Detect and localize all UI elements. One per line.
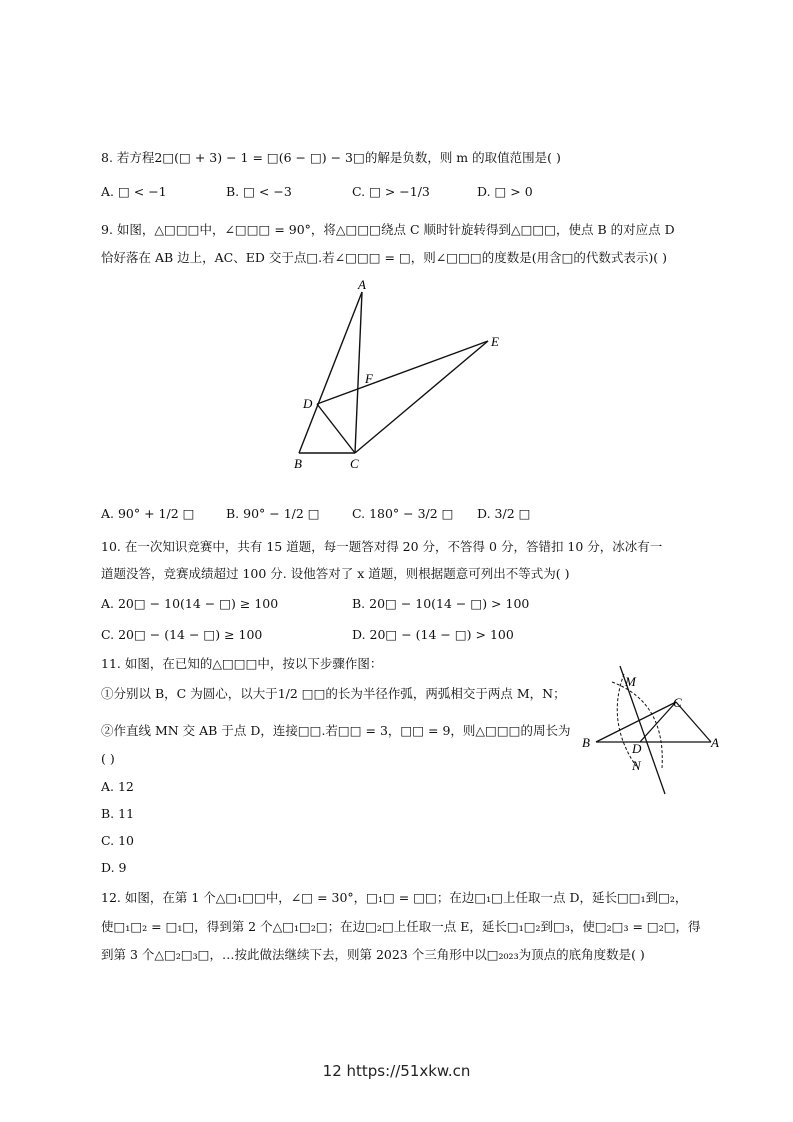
q9-segment-dc bbox=[317, 404, 355, 453]
q11-label-m: M bbox=[625, 674, 636, 689]
q12-stem-line1: 12. 如图，在第 1 个△□₁□□中，∠□ = 30°，□₁□ = □□；在边□₁□上任取一点 D，延长□□₁到□₂， bbox=[101, 890, 688, 905]
q8-option-b: B. □ < −3 bbox=[226, 184, 292, 199]
q8-option-c: C. □ > −1/3 bbox=[352, 184, 430, 199]
q9-stem-line2: 恰好落在 AB 边上，AC、ED 交于点□.若∠□□□ = □，则∠□□□的度数是(用含□的代数式表示)( ) bbox=[101, 250, 667, 265]
page-footer: 12 https://51xkw.cn bbox=[322, 1062, 471, 1080]
q9-label-b: B bbox=[294, 456, 302, 471]
q8-option-a: A. □ < −1 bbox=[101, 184, 167, 199]
q11-label-n: N bbox=[632, 758, 641, 773]
q11-option-a: A. 12 bbox=[101, 779, 134, 794]
q12-stem-line3: 到第 3 个△□₂□₃□，…按此做法继续下去，则第 2023 个三角形中以□₂₀₂₃为顶点的底角度数是( ) bbox=[101, 947, 645, 962]
q11-option-c: C. 10 bbox=[101, 833, 134, 848]
q11-stem-line4: ( ) bbox=[101, 751, 115, 766]
q11-label-d: D bbox=[632, 741, 642, 756]
q10-option-c: C. 20□ − (14 − □) ≥ 100 bbox=[101, 627, 263, 642]
q11-option-b: B. 11 bbox=[101, 806, 135, 821]
q10-option-a: A. 20□ − 10(14 − □) ≥ 100 bbox=[101, 596, 279, 611]
q9-option-c: C. 180° − 3/2 □ bbox=[352, 506, 454, 521]
q9-label-a: A bbox=[358, 277, 366, 292]
q10-option-b: B. 20□ − 10(14 − □) > 100 bbox=[352, 596, 530, 611]
q11-stem-line3: ②作直线 MN 交 AB 于点 D，连接□□.若□□ = 3，□□ = 9，则△□□□的周长为 bbox=[101, 723, 571, 738]
q9-label-f: F bbox=[365, 371, 373, 386]
q9-label-c: C bbox=[350, 456, 359, 471]
q11-construction-figure bbox=[578, 662, 728, 802]
q10-option-d: D. 20□ − (14 − □) > 100 bbox=[352, 627, 514, 642]
q9-option-a: A. 90° + 1/2 □ bbox=[101, 506, 195, 521]
q9-option-d: D. 3/2 □ bbox=[477, 506, 531, 521]
q11-stem-line1: 11. 如图，在已知的△□□□中，按以下步骤作图： bbox=[101, 656, 383, 671]
q9-label-d: D bbox=[303, 396, 313, 411]
q9-segment-ac bbox=[355, 292, 362, 453]
q9-rotation-figure bbox=[280, 275, 520, 475]
q8-option-d: D. □ > 0 bbox=[477, 184, 533, 199]
q9-segment-de bbox=[317, 341, 488, 404]
q9-label-e: E bbox=[491, 334, 499, 349]
q11-label-a: A bbox=[711, 735, 719, 750]
q11-label-c: C bbox=[673, 695, 682, 710]
q12-stem-line2: 使□₁□₂ = □₁□，得到第 2 个△□₁□₂□；在边□₂□上任取一点 E，延长□₁□₂到□₃，使□₂□₃ = □₂□，得 bbox=[101, 919, 701, 934]
q11-stem-line2: ①分别以 B，C 为圆心，以大于1/2 □□的长为半径作弧，两弧相交于两点 M，N； bbox=[101, 686, 566, 701]
q9-segment-ab bbox=[299, 292, 362, 453]
q8-stem: 8. 若方程2□(□ + 3) − 1 = □(6 − □) − 3□的解是负数，则 m 的取值范围是( ) bbox=[101, 150, 561, 165]
q9-stem-line1: 9. 如图，△□□□中，∠□□□ = 90°，将△□□□绕点 C 顺时针旋转得到△□□□，使点 B 的对应点 D bbox=[101, 222, 675, 237]
q11-option-d: D. 9 bbox=[101, 860, 127, 875]
q11-segment-dc bbox=[640, 702, 676, 742]
q9-option-b: B. 90° − 1/2 □ bbox=[226, 506, 320, 521]
q10-stem-line1: 10. 在一次知识竞赛中，共有 15 道题，每一题答对得 20 分，不答得 0 分，答错扣 10 分，冰冰有一 bbox=[101, 539, 663, 554]
q11-label-b: B bbox=[582, 735, 590, 750]
q9-segment-ce bbox=[355, 341, 488, 453]
q11-segment-bc bbox=[596, 702, 676, 742]
q10-stem-line2: 道题没答，竞赛成绩超过 100 分. 设他答对了 x 道题，则根据题意可列出不等式为( ) bbox=[101, 566, 570, 581]
